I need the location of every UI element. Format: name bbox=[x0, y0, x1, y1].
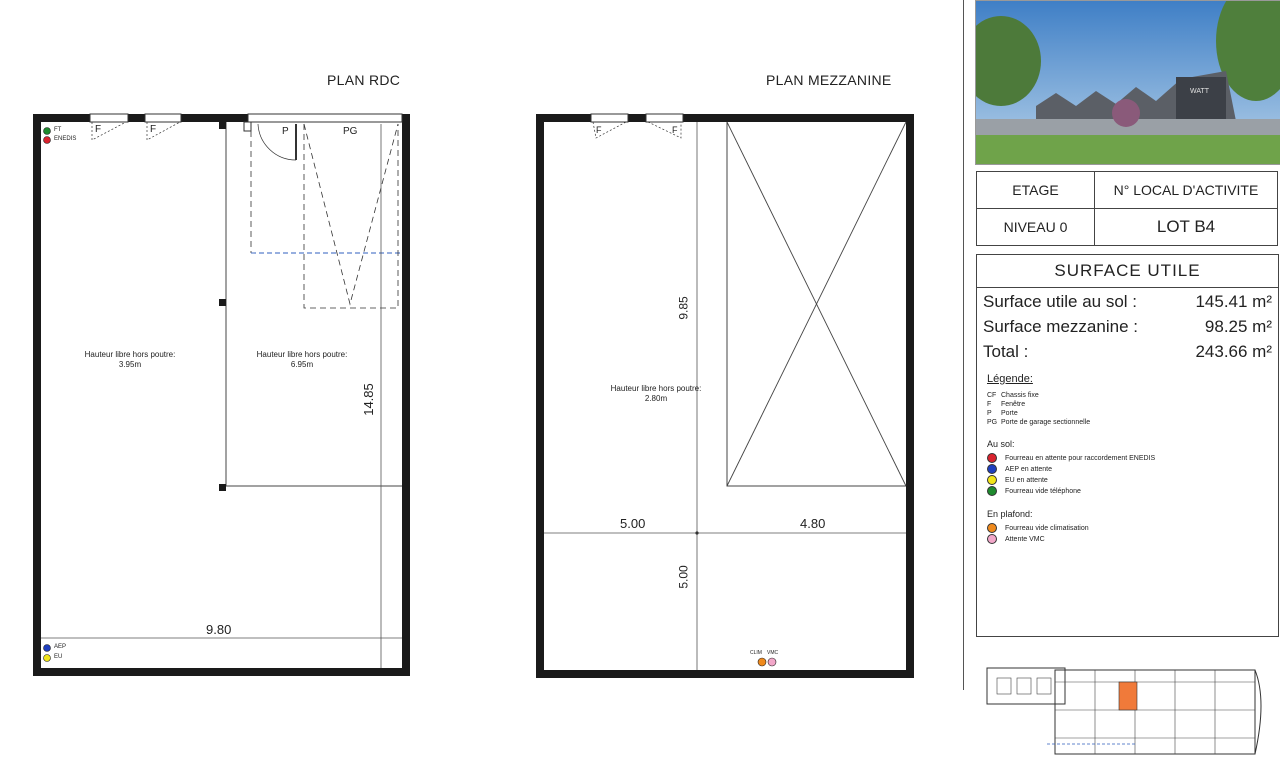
aep-dot-icon bbox=[987, 464, 997, 474]
legend-dot-text: Fourreau vide climatisation bbox=[1005, 525, 1089, 532]
telephone-dot-icon bbox=[987, 486, 997, 496]
etage-header: ETAGE bbox=[977, 172, 1095, 209]
legend-dot-row bbox=[987, 475, 1278, 486]
au-sol-title: Au sol: bbox=[987, 439, 1015, 449]
surface-heading: SURFACE UTILE bbox=[977, 255, 1278, 288]
legend-dot-row bbox=[987, 464, 1278, 475]
legend-code: PG bbox=[987, 419, 998, 426]
legend-code-text: Porte de garage sectionnelle bbox=[1001, 419, 1091, 426]
height-zone-2-value: 6.95m bbox=[290, 360, 314, 369]
surface-panel bbox=[976, 254, 1279, 637]
vmc-label: VMC bbox=[767, 650, 779, 656]
legend-title: Légende: bbox=[987, 373, 1033, 385]
sheet-divider bbox=[963, 0, 964, 690]
window-label: F bbox=[150, 124, 157, 135]
legend bbox=[987, 373, 1278, 545]
plan-mezzanine-title: PLAN MEZZANINE bbox=[766, 72, 892, 88]
surface-total-row bbox=[983, 338, 1272, 363]
legend-code-row bbox=[987, 409, 1278, 418]
clim-label: CLIM bbox=[750, 650, 762, 656]
window-label: F bbox=[95, 124, 102, 135]
local-header: N° LOCAL D'ACTIVITE bbox=[1095, 172, 1278, 209]
enedis-dot-icon bbox=[987, 453, 997, 463]
utility-ft-label: FT bbox=[54, 127, 62, 133]
legend-dot-row bbox=[987, 453, 1278, 464]
height-zone-mezzanine bbox=[586, 384, 726, 404]
legend-code: P bbox=[987, 410, 992, 417]
dimension-width: 9.80 bbox=[206, 622, 232, 637]
rdc-walls bbox=[33, 114, 410, 676]
legend-code: CF bbox=[987, 392, 997, 399]
lot-highlight bbox=[1119, 682, 1137, 710]
site-location-map bbox=[985, 660, 1270, 765]
clim-dot-icon bbox=[987, 523, 997, 533]
legend-dot-text: Attente VMC bbox=[1005, 536, 1045, 543]
dimension-vertical-top: 9.85 bbox=[676, 296, 691, 320]
legend-code-text: Chassis fixe bbox=[1001, 392, 1039, 399]
garage-door-label: PG bbox=[343, 126, 358, 137]
building-sign: WATT bbox=[1190, 88, 1210, 95]
local-value: LOT B4 bbox=[1095, 209, 1278, 246]
legend-dot-row bbox=[987, 534, 1278, 545]
window-label: F bbox=[672, 125, 678, 135]
height-zone-2-title: Hauteur libre hors poutre: bbox=[256, 350, 348, 359]
height-zone-1-value: 3.95m bbox=[118, 360, 142, 369]
dimension-right: 4.80 bbox=[800, 516, 826, 531]
vmc-dot-icon bbox=[987, 534, 997, 544]
eu-dot-icon bbox=[987, 475, 997, 485]
legend-code-row bbox=[987, 418, 1278, 427]
lot-info-table bbox=[976, 171, 1278, 246]
utility-enedis-label: ENEDIS bbox=[54, 136, 77, 142]
surface-sol-row bbox=[983, 288, 1272, 313]
legend-code-row bbox=[987, 391, 1278, 400]
surface-mezz-label: Surface mezzanine : bbox=[983, 317, 1138, 336]
surface-sol-value: 145.41 m² bbox=[1195, 292, 1272, 311]
height-zone-1 bbox=[60, 350, 200, 370]
height-zone-2 bbox=[232, 350, 372, 370]
surface-total-value: 243.66 m² bbox=[1195, 342, 1272, 361]
height-title: Hauteur libre hors poutre: bbox=[610, 384, 702, 393]
building-photo bbox=[975, 0, 1280, 165]
etage-value: NIVEAU 0 bbox=[977, 209, 1095, 246]
window-label: F bbox=[596, 125, 602, 135]
surface-total-label: Total : bbox=[983, 342, 1029, 361]
height-zone-1-title: Hauteur libre hors poutre: bbox=[84, 350, 176, 359]
legend-code-row bbox=[987, 400, 1278, 409]
building-illustration bbox=[976, 1, 1280, 164]
legend-dot-row bbox=[987, 486, 1278, 497]
surface-mezz-value: 98.25 m² bbox=[1204, 317, 1272, 336]
utility-aep-label: AEP bbox=[54, 644, 67, 650]
dimension-vertical-bottom: 5.00 bbox=[676, 565, 691, 589]
door-label: P bbox=[282, 126, 289, 137]
legend-code: F bbox=[987, 401, 992, 408]
legend-dot-text: Fourreau vide téléphone bbox=[1005, 488, 1081, 495]
surface-sol-label: Surface utile au sol : bbox=[983, 292, 1138, 311]
legend-dot-text: Fourreau en attente pour raccordement ENEDIS bbox=[1005, 455, 1156, 462]
utility-eu-label: EU bbox=[54, 654, 63, 660]
surface-mezz-row bbox=[983, 313, 1272, 338]
legend-code-text: Fenêtre bbox=[1001, 401, 1026, 408]
dimension-depth: 14.85 bbox=[360, 383, 376, 416]
legend-dot-text: AEP en attente bbox=[1005, 466, 1052, 473]
plan-rdc-title: PLAN RDC bbox=[327, 72, 401, 88]
legend-dot-text: EU en attente bbox=[1005, 477, 1048, 484]
plafond-title: En plafond: bbox=[987, 509, 1033, 519]
height-value: 2.80m bbox=[644, 394, 668, 403]
legend-code-text: Porte bbox=[1001, 410, 1018, 417]
dimension-left: 5.00 bbox=[620, 516, 646, 531]
legend-dot-row bbox=[987, 523, 1278, 534]
